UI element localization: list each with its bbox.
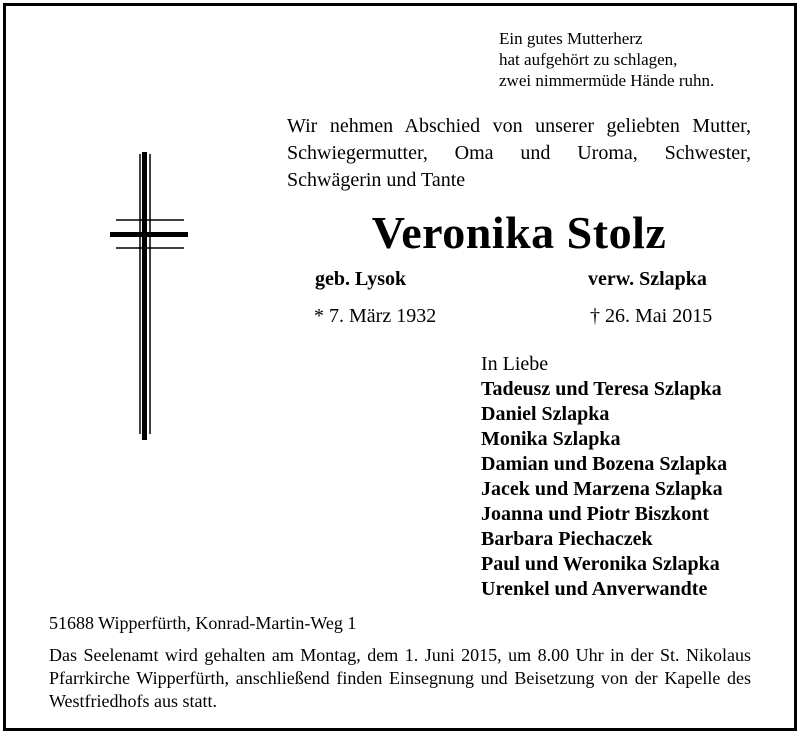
mourners-lead: In Liebe xyxy=(481,353,549,375)
mourner-entry: Urenkel und Anverwandte xyxy=(481,578,708,600)
born-name: geb. Lysok xyxy=(315,268,407,290)
mourners-list xyxy=(481,352,727,602)
birth-date: * 7. März 1932 xyxy=(314,305,437,327)
mourner-entry: Jacek und Marzena Szlapka xyxy=(481,478,723,500)
mourner-entry: Paul und Weronika Szlapka xyxy=(481,553,720,575)
address: 51688 Wipperfürth, Konrad-Martin-Weg 1 xyxy=(49,613,357,633)
mourner-entry: Barbara Piechaczek xyxy=(481,528,653,550)
deceased-name: Veronika Stolz xyxy=(371,207,667,258)
intro-text: Wir nehmen Abschied von unserer geliebten Mutter, Schwiegermutter, Oma und Uroma, Schwester, Schwägerin und Tante xyxy=(287,115,751,191)
service-notice: Das Seelenamt wird gehalten am Montag, dem 1. Juni 2015, um 8.00 Uhr in der St. Nikolaus Pfarrkirche Wipperfürth, anschließend finden Einsegnung und Beisetzung von der Kapelle des Westfriedhofs aus statt. xyxy=(49,645,751,711)
mourner-entry: Tadeusz und Teresa Szlapka xyxy=(481,378,722,400)
widowed-name: verw. Szlapka xyxy=(588,268,707,290)
poem-line: zwei nimmermüde Hände ruhn. xyxy=(499,71,715,90)
poem-line: hat aufgehört zu schlagen, xyxy=(499,50,678,69)
mourner-entry: Damian und Bozena Szlapka xyxy=(481,453,728,475)
poem-line: Ein gutes Mutterherz xyxy=(499,29,643,48)
cross-icon xyxy=(110,152,190,444)
mourner-entry: Monika Szlapka xyxy=(481,428,621,450)
mourner-entry: Joanna und Piotr Biszkont xyxy=(481,503,710,525)
poem xyxy=(499,28,714,91)
mourner-entry: Daniel Szlapka xyxy=(481,403,610,425)
death-date: † 26. Mai 2015 xyxy=(590,305,713,327)
